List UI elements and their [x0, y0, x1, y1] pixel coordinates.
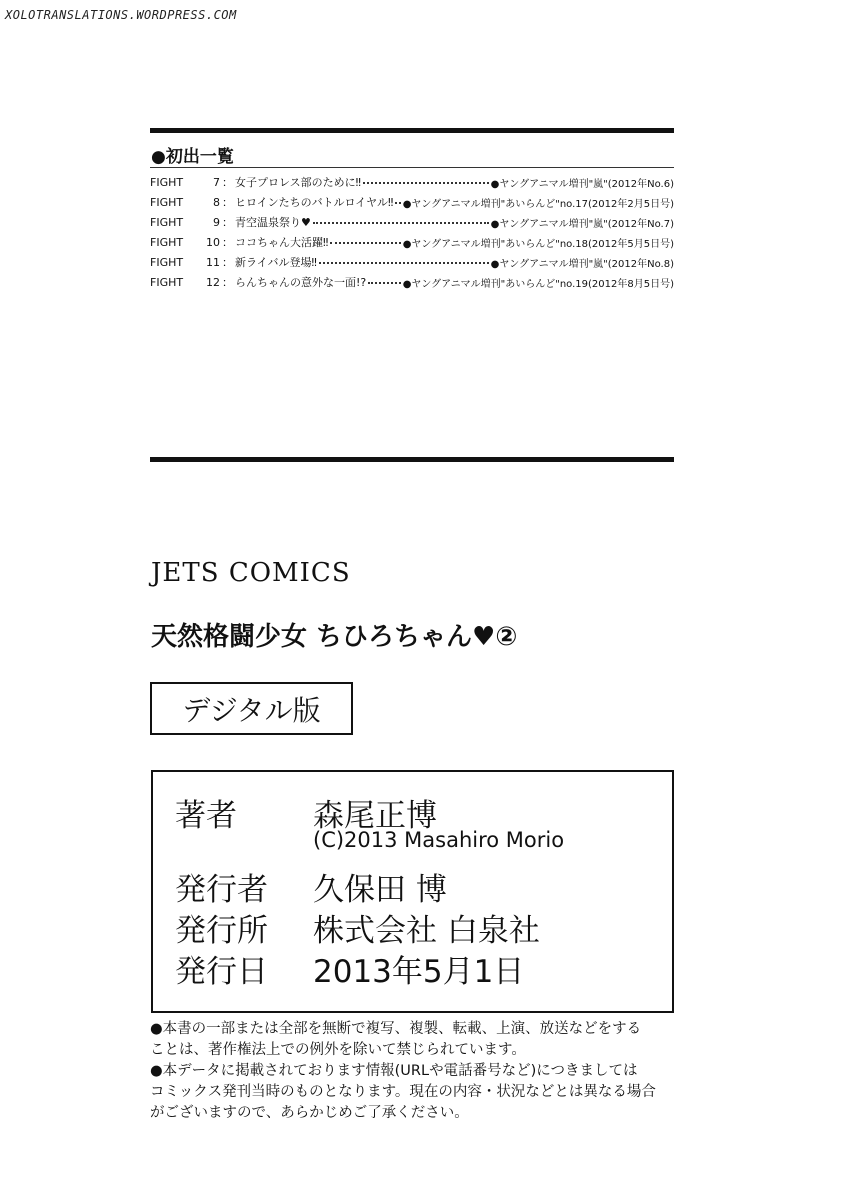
series-name: JETS COMICS	[151, 558, 351, 588]
toc-heading: ●初出一覧	[151, 147, 234, 167]
toc-entry-number: 7	[213, 175, 220, 189]
author-name: 森尾正博	[313, 798, 437, 834]
toc-entry	[150, 272, 674, 292]
toc-entry-title: らんちゃんの意外な一面!?	[235, 276, 367, 289]
publisher-name: 株式会社 白泉社	[313, 913, 540, 949]
data-notice: ●本データに掲載されております情報(URLや電話番号など)につきましては コミックス発刊当時のものとなります。現在の内容・状況などとは異なる場合 がございますので、あらかじめご了承ください。	[150, 1063, 656, 1121]
toc-entry-leader	[319, 261, 489, 264]
publisher-person-label: 発行者	[175, 872, 268, 908]
toc-entry-label: FIGHT	[150, 215, 184, 229]
publisher-person-name: 久保田 博	[313, 872, 447, 908]
toc-entry	[150, 212, 674, 232]
notices	[150, 1019, 690, 1124]
toc-entry-title: 新ライバル登場‼	[235, 256, 317, 269]
book-title: 天然格闘少女 ちひろちゃん♥②	[151, 622, 518, 652]
toc-entry	[150, 172, 674, 192]
section-rule	[150, 457, 674, 462]
toc-entry-title: 青空温泉祭り♥	[235, 216, 311, 229]
toc-entry-source: ●ヤングアニマル増刊"嵐"(2012年No.8)	[490, 258, 674, 270]
copyright-notice: ●本書の一部または全部を無断で複写、複製、転載、上演、放送などをする ことは、著作権法上での例外を除いて禁じられています。	[150, 1021, 642, 1058]
toc-entry-source: ●ヤングアニマル増刊"あいらんど"no.17(2012年2月5日号)	[402, 198, 674, 210]
toc-entry-leader	[330, 241, 400, 244]
toc-entry-source: ●ヤングアニマル増刊"嵐"(2012年No.6)	[490, 178, 674, 190]
toc-entry	[150, 252, 674, 272]
toc-entry-source: ●ヤングアニマル増刊"嵐"(2012年No.7)	[490, 218, 674, 230]
toc-entry-separator: ：	[222, 196, 233, 209]
issue-date: 2013年5月1日	[313, 954, 525, 990]
toc-entry-separator: ：	[222, 236, 233, 249]
toc-entry-separator: ：	[222, 176, 233, 189]
toc-entry	[150, 192, 674, 212]
toc-entry-separator: ：	[222, 256, 233, 269]
toc-entry-separator: ：	[222, 276, 233, 289]
site-credit: XOLOTRANSLATIONS.WORDPRESS.COM	[5, 8, 237, 22]
toc-entry-number: 10	[206, 235, 220, 249]
toc-entry-label: FIGHT	[150, 255, 184, 269]
toc-entry-source: ●ヤングアニマル増刊"あいらんど"no.19(2012年8月5日号)	[402, 278, 674, 290]
toc-entry-number: 11	[206, 255, 220, 269]
copyright-line: (C)2013 Masahiro Morio	[313, 828, 565, 852]
toc-entry-label: FIGHT	[150, 175, 184, 189]
toc-entry-leader	[368, 281, 400, 284]
toc-entry-number: 8	[213, 195, 220, 209]
toc-heading-rule	[150, 167, 674, 168]
toc-list	[150, 172, 674, 292]
toc-entry-number: 12	[206, 275, 220, 289]
toc-entry-leader	[313, 221, 489, 224]
issue-date-label: 発行日	[175, 954, 268, 990]
toc-entry	[150, 232, 674, 252]
toc-entry-label: FIGHT	[150, 235, 184, 249]
toc-entry-number: 9	[213, 215, 220, 229]
credits-box	[151, 770, 674, 1013]
author-label: 著者	[175, 798, 237, 834]
toc-entry-title: ヒロインたちのバトルロイヤル‼	[235, 196, 394, 209]
toc-entry-separator: ：	[222, 216, 233, 229]
toc-entry-label: FIGHT	[150, 195, 184, 209]
toc-entry-source: ●ヤングアニマル増刊"あいらんど"no.18(2012年5月5日号)	[402, 238, 674, 250]
toc-entry-leader	[363, 181, 489, 184]
top-rule	[150, 128, 674, 133]
toc-entry-title: 女子プロレス部のために‼	[235, 176, 362, 189]
toc-entry-leader	[395, 201, 400, 204]
publisher-label: 発行所	[175, 913, 268, 949]
toc-entry-title: ココちゃん大活躍‼	[235, 236, 329, 249]
edition-badge: デジタル版	[150, 682, 353, 735]
toc-entry-label: FIGHT	[150, 275, 184, 289]
